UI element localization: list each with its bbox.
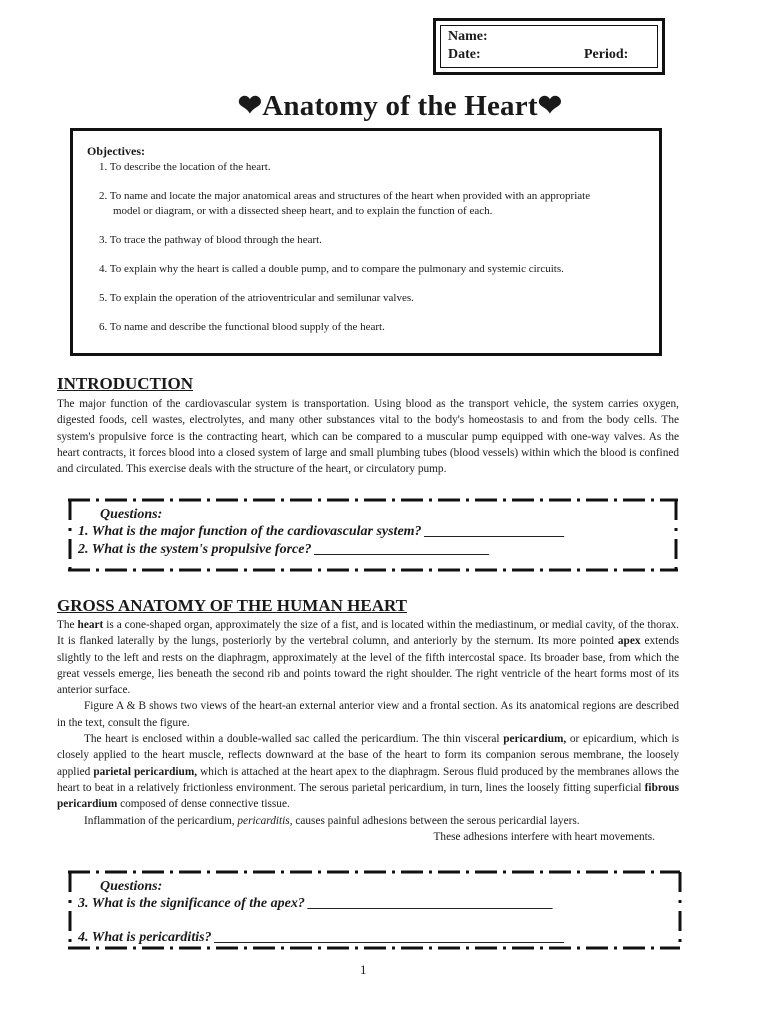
heart-icon: ❤ [237, 90, 263, 122]
introduction-paragraph: The major function of the cardiovascular system is transportation. Using blood as the transport vehicle, the system carries oxygen, digested foods, cell wastes, electrolytes, and many other substances vital to the body's homeostasis to and from the body cells. The system's propulsive force is the contracting heart, which can be compared to a muscular pump equipped with one-way valves. As the heart contracts, it forces blood into a closed system of large and small plumbing tubes (blood vessels) within which the blood is confined and circulated. This exercise deals with the structure of the heart, or circulatory pump. [57, 398, 679, 476]
objective-item: 4. To explain why the heart is called a double pump, and to compare the pulmonary and systemic circuits. [99, 263, 564, 275]
objective-item: 2. To name and locate the major anatomical areas and structures of the heart when provided with an appropriate [99, 190, 591, 202]
gross-anatomy-heading: GROSS ANATOMY OF THE HUMAN HEART [57, 596, 407, 615]
objective-item: 5. To explain the operation of the atrioventricular and semilunar valves. [99, 292, 414, 304]
introduction-heading: INTRODUCTION [57, 374, 194, 393]
objective-item-continued: model or diagram, or with a dissected sheep heart, and to explain the function of each. [113, 205, 493, 217]
term-parietal-pericardium: parietal pericardium, [93, 765, 198, 778]
name-label: Name: [448, 29, 488, 44]
question-2: 2. What is the system's propulsive force? _________________________ [78, 542, 490, 557]
text-span: , causes painful adhesions between the serous pericardial layers. [289, 814, 580, 827]
questions-box-1 [66, 496, 686, 576]
question-4: 4. What is pericarditis? __________________________________________________ [78, 930, 566, 945]
term-visceral-pericardium: pericardium, [503, 733, 567, 746]
paragraph-heart-location [57, 617, 679, 698]
paragraph-pericardium [57, 731, 679, 812]
name-date-period-box [433, 18, 665, 75]
questions-heading: Questions: [100, 879, 163, 894]
questions-heading: Questions: [100, 507, 163, 522]
paragraph-figure-reference: Figure A & B shows two views of the heart-an external anterior view and a frontal section. As its anatomical regions are described in the text, consult the figure. [57, 700, 679, 729]
term-apex: apex [617, 635, 641, 648]
period-label: Period: [584, 47, 629, 62]
question-1: 1. What is the major function of the cardiovascular system? ____________________ [78, 524, 566, 539]
objective-item: 1. To describe the location of the heart. [99, 161, 271, 173]
text-span: which is attached at the heart apex to the diaphragm. Serous fluid produced by the membranes allows the heart to beat in a relatively frictionless environment. The serous parietal pericardium, in turn, lines the loosely fitting superficial [57, 765, 680, 794]
term-pericarditis: pericarditis [237, 814, 290, 827]
term-heart: heart [77, 619, 104, 631]
page-title-text: Anatomy of the Heart [262, 90, 538, 122]
text-span: composed of dense connective tissue. [117, 798, 290, 811]
date-label: Date: [448, 47, 481, 62]
heart-icon: ❤ [537, 90, 563, 122]
objectives-heading: Objectives: [87, 144, 145, 158]
gross-anatomy-text [57, 617, 679, 845]
paragraph-pericarditis [57, 813, 679, 829]
text-span: The [57, 619, 78, 631]
objectives-box [70, 128, 662, 356]
page-title [0, 88, 770, 123]
text-span: The heart is enclosed within a double-walled sac called the pericardium. The thin visceral [84, 733, 504, 746]
objective-item: 3. To trace the pathway of blood through the heart. [99, 234, 322, 246]
text-span: extends slightly to the left and rests on the diaphragm, approximately at the level of the fifth intercostal space. Its broader base, from which the great vessels emerge, lies beneath the second rib and points toward the right shoulder. The right ventricle of the heart forms most of its anterior surface. [57, 635, 679, 697]
text-span: Inflammation of the pericardium, [84, 814, 238, 827]
objective-item: 6. To name and describe the functional blood supply of the heart. [99, 321, 385, 333]
question-3: 3. What is the significance of the apex? ___________________________________ [78, 896, 554, 911]
term-fibrous-pericardium: fibrous pericardium [57, 781, 679, 811]
text-span: or epicardium, which is closely applied to the heart muscle, reflects downward at the base of the heart to form its companion serous membrane, the loosely applied [57, 733, 679, 778]
text-span: is a cone-shaped organ, approximately the size of a fist, and is located within the mediastinum, or medial cavity, of the thorax. It is flanked laterally by the lungs, posteriorly by the vertebral column, and anteriorly by the sternum. Its more pointed [57, 619, 680, 648]
page-number: 1 [360, 962, 367, 977]
questions-box-2 [66, 868, 686, 954]
paragraph-pericarditis-continued: These adhesions interfere with heart movements. [433, 830, 655, 843]
